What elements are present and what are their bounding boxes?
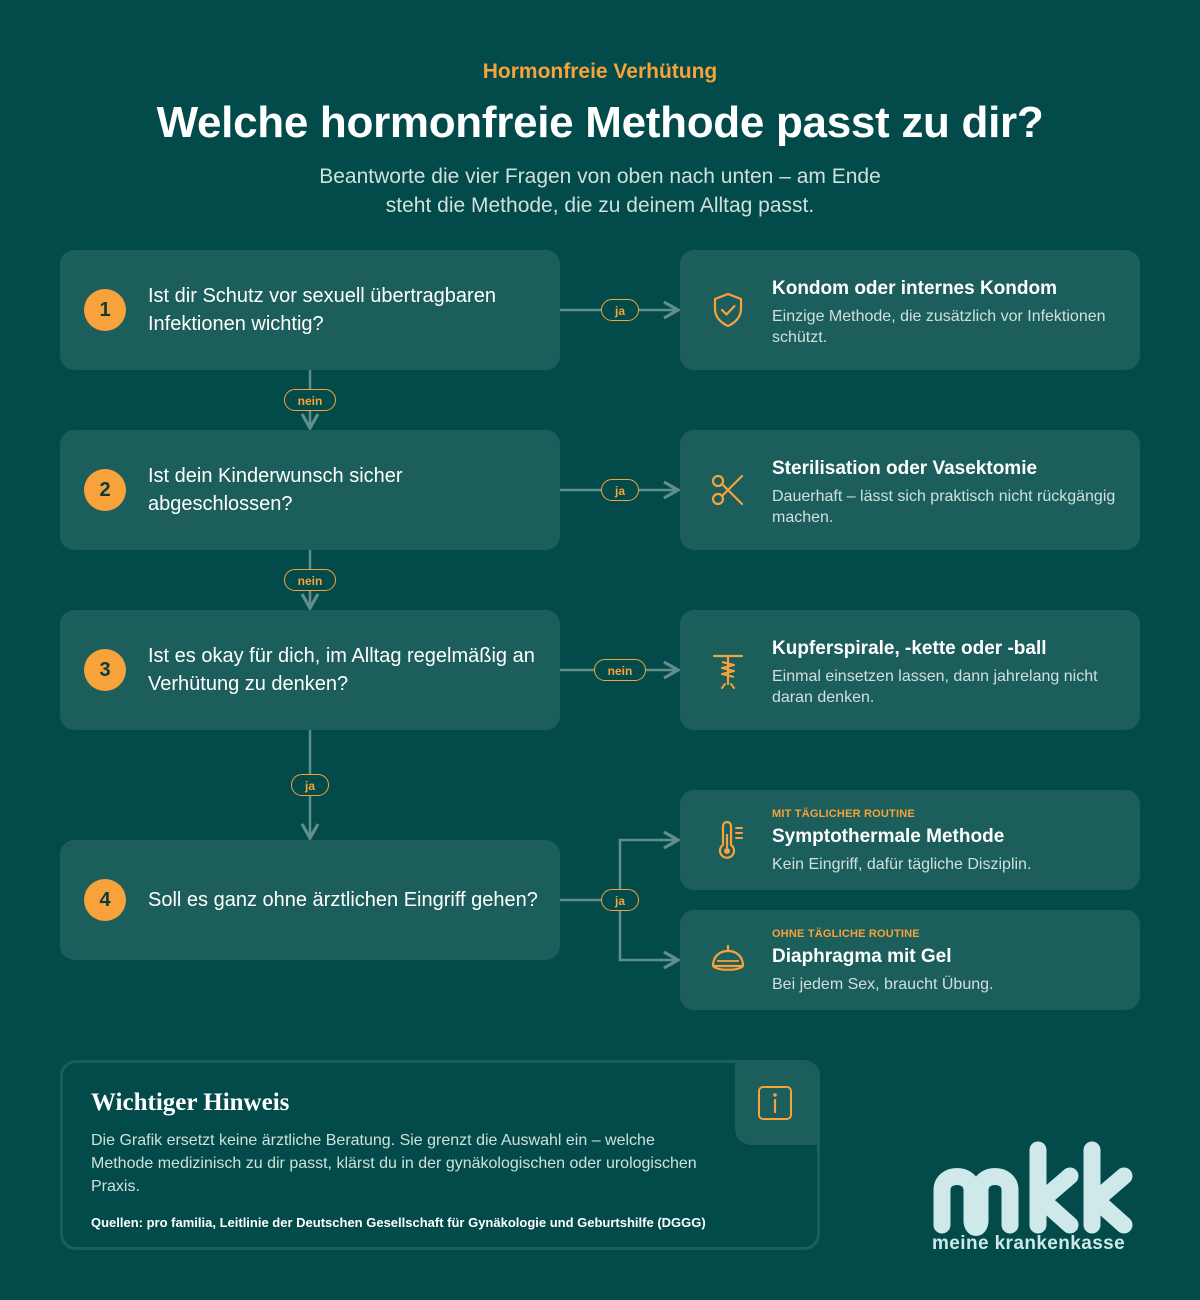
edge-label-q2-nein: nein: [284, 569, 336, 591]
iud-icon: [708, 650, 748, 690]
question-text: Ist dein Kinderwunsch sicher abgeschlossen?: [148, 465, 403, 515]
question-box-3: [60, 610, 560, 730]
answer-description: Einzige Methode, die zusätzlich vor Infektionen schützt.: [772, 308, 1106, 346]
notice-title: Wichtiger Hinweis: [91, 1089, 290, 1116]
scissors-icon: [708, 470, 748, 510]
edge-label-q3-nein: nein: [594, 659, 646, 681]
answer-overline: MIT TÄGLICHER ROUTINE: [772, 808, 915, 820]
answer-title: Sterilisation oder Vasektomie: [772, 458, 1038, 479]
answer-description: Bei jedem Sex, braucht Übung.: [772, 976, 994, 993]
answer-description: Einmal einsetzen lassen, dann jahrelang nicht daran denken.: [772, 668, 1098, 706]
question-box-2: [60, 430, 560, 550]
question-box-1: [60, 250, 560, 370]
page-title: Welche hormonfreie Methode passt zu dir?: [156, 98, 1044, 147]
notice-sources: Quellen: pro familia, Leitlinie der Deutschen Gesellschaft für Gynäkologie und Geburtshilfe (DGGG): [91, 1215, 706, 1230]
notice-body: Die Grafik ersetzt keine ärztliche Beratung. Sie grenzt die Auswahl ein – welche Methode medizinisch zu dir passt, klärst du in der gynäkologischen oder urologischen Praxis.: [91, 1132, 697, 1195]
edge-label-q3-ja: ja: [291, 774, 329, 796]
brand-tagline: meine krankenkasse: [932, 1233, 1126, 1254]
edge-label-q1-nein: nein: [284, 389, 336, 411]
kicker: Hormonfreie Verhütung: [482, 60, 718, 83]
notice-corner: [735, 1063, 817, 1145]
question-text: Soll es ganz ohne ärztlichen Eingriff gehen?: [148, 889, 538, 911]
info-icon: [757, 1085, 793, 1121]
answer-title: Symptothermale Methode: [772, 826, 1005, 847]
answer-content: [772, 638, 1122, 708]
answer-title: Diaphragma mit Gel: [772, 946, 952, 967]
answer-description: Dauerhaft – lässt sich praktisch nicht rückgängig machen.: [772, 488, 1116, 526]
edge-label-q4-ja: ja: [601, 889, 639, 911]
question-number-badge: 3: [84, 649, 126, 691]
answer-content: [772, 278, 1122, 348]
answer-box-symptothermal: [680, 790, 1140, 890]
question-text: Ist es okay für dich, im Alltag regelmäßig an Verhütung zu denken?: [148, 645, 535, 695]
answer-description: Kein Eingriff, dafür tägliche Disziplin.: [772, 856, 1032, 873]
answer-box-diaphragm: [680, 910, 1140, 1010]
answer-box-copper-iud: [680, 610, 1140, 730]
edge-label-q1-ja: ja: [601, 299, 639, 321]
diaphragm-icon: [708, 940, 748, 980]
thermometer-icon: [708, 820, 748, 860]
answer-box-sterilisation: [680, 430, 1140, 550]
question-text: Ist dir Schutz vor sexuell übertragbaren Infektionen wichtig?: [148, 285, 496, 335]
question-number-badge: 1: [84, 289, 126, 331]
answer-title: Kupferspirale, -kette oder -ball: [772, 638, 1047, 659]
question-box-4: [60, 840, 560, 960]
answer-box-condom: [680, 250, 1140, 370]
answer-title: Kondom oder internes Kondom: [772, 278, 1057, 299]
question-number-badge: 4: [84, 879, 126, 921]
answer-overline: OHNE TÄGLICHE ROUTINE: [772, 928, 920, 940]
page-subtitle: Beantworte die vier Fragen von oben nach unten – am Ende steht die Methode, die zu deinem Alltag passt.: [319, 165, 881, 217]
edge-label-q2-ja: ja: [601, 479, 639, 501]
notice-box: [60, 1060, 820, 1250]
shield-check-icon: [708, 290, 748, 330]
answer-content: [772, 928, 1122, 995]
answer-content: [772, 808, 1122, 875]
answer-content: [772, 458, 1122, 528]
question-number-badge: 2: [84, 469, 126, 511]
